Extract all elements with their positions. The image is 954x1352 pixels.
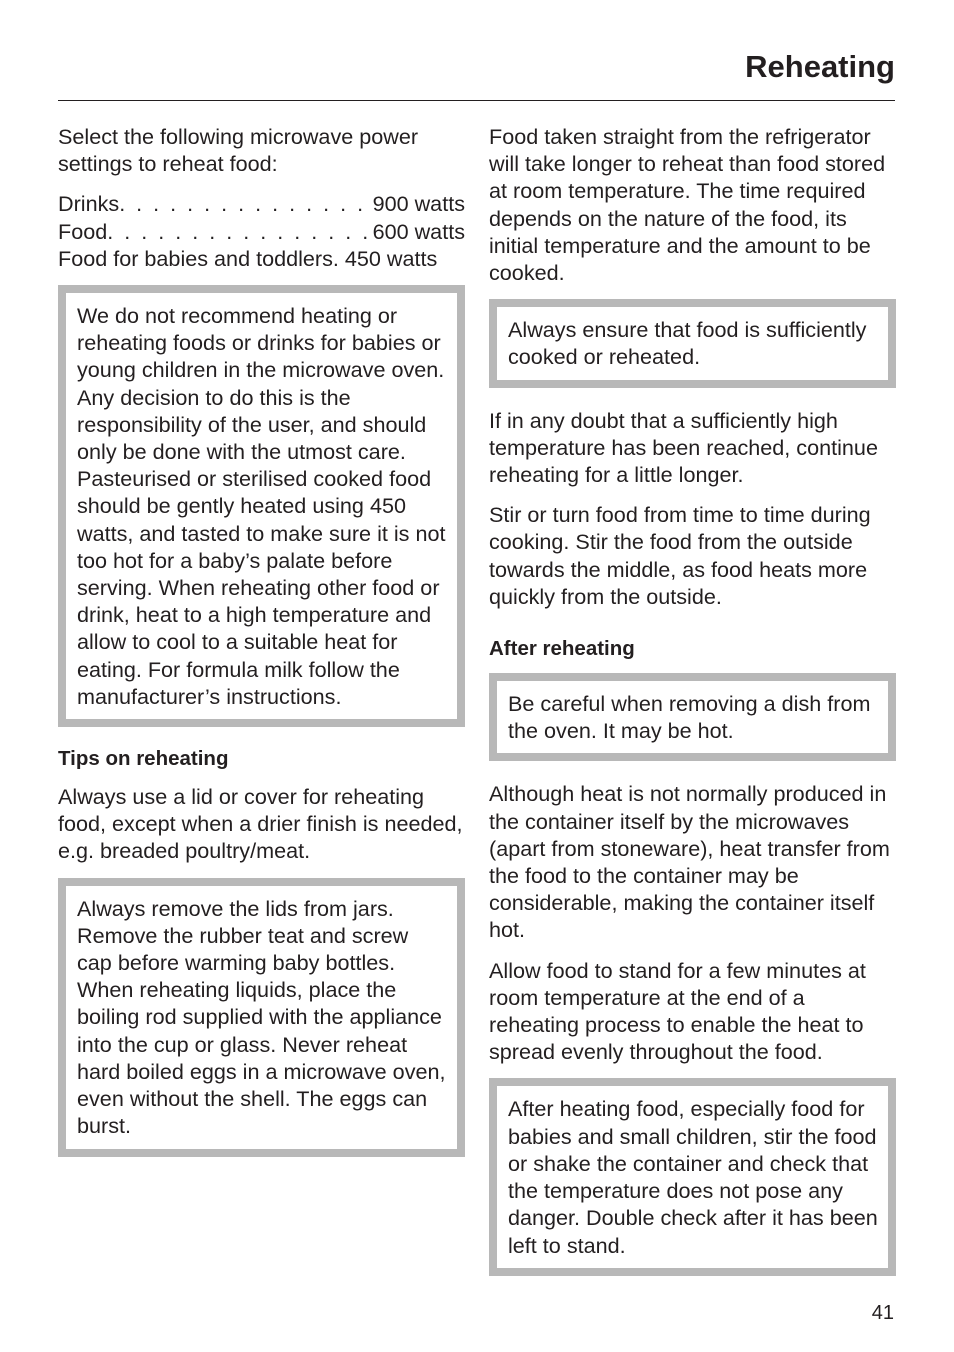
power-setting-label: Food for babies and toddlers. bbox=[58, 245, 339, 271]
header-divider bbox=[58, 100, 895, 101]
stir-paragraph: Stir or turn food from time to time during cooking. Stir the food from the outside towards the middle, as food heats more quickly from the outside. bbox=[489, 502, 871, 609]
power-setting-value: 900 watts bbox=[372, 191, 465, 217]
warning-box-dish bbox=[489, 673, 896, 761]
warning-box-babies bbox=[58, 285, 465, 727]
refrigerator-paragraph: Food taken straight from the refrigerator will take longer to reheat than food stored at room temperature. The time required depends on the nature of the food, its initial temperature and the amount to be cooked. bbox=[489, 124, 886, 286]
power-setting-label: Food bbox=[58, 218, 108, 244]
warning-text: Always remove the lids from jars. Remove the rubber teat and screw cap before warming baby bottles. When reheating liquids, place the boiling rod supplied with the appliance into the cup or glass. Never reheat hard boiled eggs in a microwave oven, even without the shell. The eggs can burst. bbox=[77, 895, 446, 1139]
power-setting-food bbox=[58, 218, 465, 245]
power-setting-babies bbox=[58, 245, 465, 272]
page-number: 41 bbox=[871, 1302, 894, 1324]
power-setting-drinks bbox=[58, 190, 465, 217]
tips-heading: Tips on reheating bbox=[58, 747, 229, 771]
warning-text: Be careful when removing a dish from the oven. It may be hot. bbox=[508, 691, 871, 744]
intro-paragraph: Select the following microwave power settings to reheat food: bbox=[58, 124, 419, 177]
warning-text: We do not recommend heating or reheating foods or drinks for babies or young children in the microwave oven. Any decision to do this is the responsibility of the user, and should only be done with the utmost care. Pasteurised or sterilised cooked food should be gently heated using 450 watts, and tasted to make sure it is not too hot for a baby’s palate before serving. When reheating other food or drink, heat to a high temperature and allow to cool to a suitable heat for eating. For formula milk follow the manufacturer’s instructions. bbox=[77, 303, 446, 709]
power-setting-value: 600 watts bbox=[372, 218, 465, 244]
page-title: Reheating bbox=[745, 49, 895, 84]
leader-dots bbox=[119, 190, 372, 217]
container-paragraph: Although heat is not normally produced in the container itself by the microwaves (apart from stoneware), heat transfer from the food to the container may be considerable, making the container itself hot. bbox=[489, 781, 890, 943]
power-setting-value: 450 watts bbox=[344, 245, 438, 271]
warning-box-cooked bbox=[489, 299, 896, 387]
power-setting-label: Drinks bbox=[58, 191, 120, 217]
tips-paragraph: Always use a lid or cover for reheating food, except when a drier finish is needed, e.g. breaded poultry/meat. bbox=[58, 784, 463, 864]
left-column bbox=[58, 123, 465, 1176]
stand-paragraph: Allow food to stand for a few minutes at room temperature at the end of a reheating process to enable the heat to spread evenly throughout the food. bbox=[489, 957, 866, 1065]
warning-box-temperature bbox=[489, 1078, 896, 1275]
warning-box-lids bbox=[58, 878, 465, 1157]
warning-text: Always ensure that food is sufficiently cooked or reheated. bbox=[508, 317, 867, 370]
right-column bbox=[489, 123, 896, 1295]
doubt-paragraph: If in any doubt that a sufficiently high temperature has been reached, continue reheating for a little longer. bbox=[489, 407, 878, 488]
power-settings-list bbox=[58, 190, 465, 272]
leader-dots bbox=[107, 218, 372, 245]
warning-text: After heating food, especially food for babies and small children, stir the food or shake the container and check that the temperature does not pose any danger. Double check after it has been left to stand. bbox=[508, 1096, 878, 1258]
after-reheating-heading: After reheating bbox=[489, 637, 635, 661]
